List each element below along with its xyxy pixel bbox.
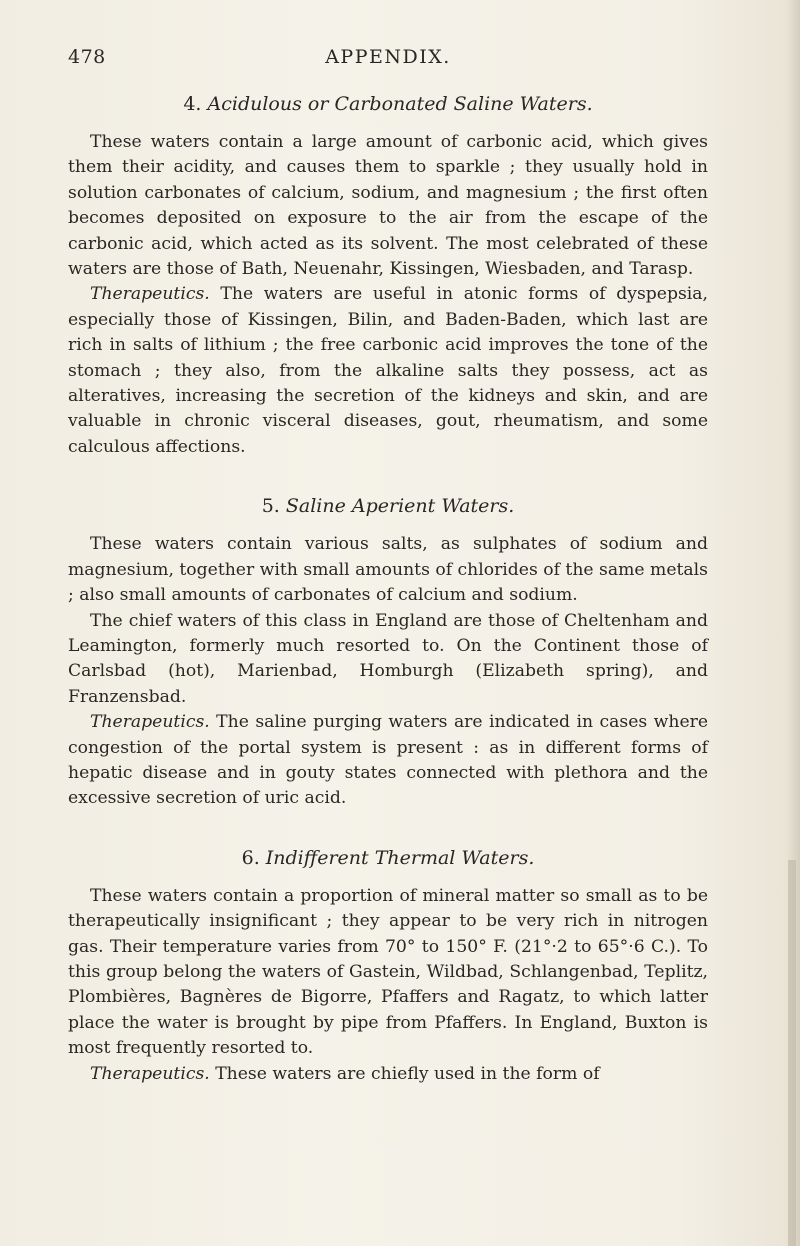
- section-number: 4.: [183, 93, 208, 115]
- paragraph: [68, 532, 708, 608]
- paragraph-text: These waters contain various salts, as sulphates of sodium and magnesium, together with small amounts of chlorides of the same metals ; also small amounts of carbonates of calcium and sodium.: [68, 534, 708, 606]
- page-header: [68, 46, 708, 76]
- paragraph: [68, 710, 708, 812]
- paragraph-text: These waters contain a large amount of carbonic acid, which gives them their acidity, and causes them to sparkle ; they usually hold in solution carbonates of calcium, sodium, and magnesium ; the first often becomes deposited on exposure to the air from the escape of the carbonic acid, which acted as its solvent. The most celebrated of these waters are those of Bath, Neuenahr, Kissingen, Wiesbaden, and Tarasp.: [68, 132, 708, 280]
- page-edge-stain: [788, 860, 796, 1246]
- paragraph: [68, 609, 708, 711]
- section-heading: [68, 92, 708, 116]
- paragraph: [68, 282, 708, 460]
- paragraph: [68, 884, 708, 1062]
- page-number: 478: [68, 46, 106, 68]
- running-head: APPENDIX.: [325, 46, 451, 68]
- section-title: Saline Aperient Waters.: [285, 495, 515, 518]
- paragraph: [68, 1062, 708, 1087]
- paragraph-lead: Therapeutics.: [90, 712, 210, 733]
- paragraph-lead: Therapeutics.: [90, 284, 210, 305]
- section-number: 6.: [241, 846, 266, 869]
- section-heading: [68, 494, 708, 518]
- paragraph-text: The saline purging waters are indicated in cases where congestion of the portal system is present : as in different forms of hepatic disease and in gouty states connected with plethora and the excessive secretion of uric acid.: [68, 712, 708, 809]
- section-title: Acidulous or Carbonated Saline Waters.: [207, 93, 593, 115]
- section-title: Indifferent Thermal Waters.: [265, 846, 535, 869]
- paragraph-lead: Therapeutics.: [90, 1063, 210, 1084]
- page-body: [68, 92, 708, 1087]
- paragraph: [68, 130, 708, 282]
- section-number: 5.: [261, 495, 286, 518]
- paragraph-text: These waters are chiefly used in the form of: [209, 1063, 600, 1084]
- paragraph-text: These waters contain a proportion of mineral matter so small as to be therapeutically insignificant ; they appear to be very rich in nitrogen gas. Their temperature varies from 70° to 150° F. (21°·2 to 65°·6 C.). To this group belong the waters of Gastein, Wildbad, Schlangenbad, Teplitz, Plombières, Bagnères de Bigorre, Pfaffers and Ragatz, to which latter place the water is brought by pipe from Pfaffers. In England, Buxton is most frequently resorted to.: [68, 885, 708, 1059]
- paragraph-text: The chief waters of this class in England are those of Cheltenham and Leamington, formerly much resorted to. On the Continent those of Carlsbad (hot), Marienbad, Homburgh (Elizabeth spring), and Franzensbad.: [68, 610, 708, 707]
- paragraph-text: The waters are useful in atonic forms of dyspepsia, especially those of Kissingen, Bilin, and Baden-Baden, which last are rich in salts of lithium ; the free carbonic acid improves the tone of the stomach ; they also, from the alkaline salts they possess, act as alteratives, increasing the secretion of the kidneys and skin, and are valuable in chronic visceral diseases, gout, rheumatism, and some calculous affections.: [68, 284, 708, 457]
- section-heading: [68, 846, 708, 870]
